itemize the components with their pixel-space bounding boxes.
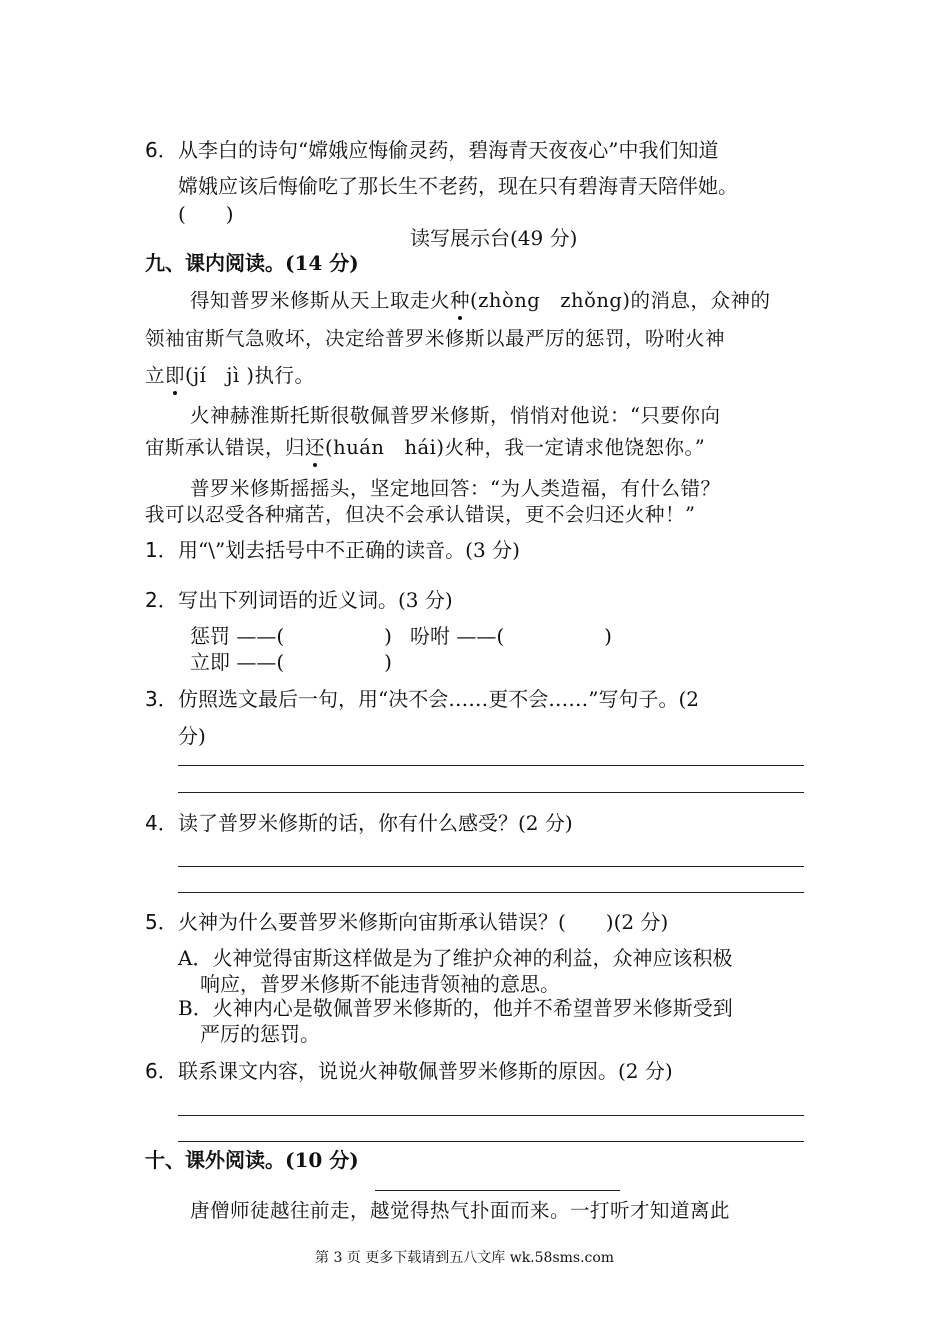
passage-line bbox=[190, 285, 770, 313]
option-b[interactable]: B．火神内心是敬佩普罗米修斯的，他并不希望普罗米修斯受到 bbox=[178, 996, 733, 1020]
passage-text: 宙斯承认错误，归 bbox=[145, 436, 306, 459]
synonym-item: 立即 ——( ) bbox=[190, 650, 392, 674]
passage-line: 领袖宙斯气急败坏，决定给普罗米修斯以最严厉的惩罚，吩咐火神 bbox=[145, 327, 726, 350]
answer-line[interactable] bbox=[178, 866, 804, 867]
passage-line bbox=[145, 432, 705, 460]
question-text: 仿照选文最后一句，用“决不会……更不会……”写句子。(2 bbox=[178, 687, 699, 711]
answer-line[interactable] bbox=[178, 1141, 804, 1142]
answer-line[interactable] bbox=[178, 765, 804, 766]
passage-line bbox=[145, 360, 315, 388]
option-a-cont: 响应，普罗米修斯不能违背领袖的意思。 bbox=[200, 972, 560, 996]
question-text: 从李白的诗句“嫦娥应悔偷灵药，碧海青天夜夜心”中我们知道 bbox=[178, 138, 719, 162]
dotted-char: 还 bbox=[305, 432, 325, 460]
passage-text: (jí jì )执行。 bbox=[185, 364, 315, 387]
question-number: 3． bbox=[145, 687, 178, 711]
answer-paren: ( ) bbox=[178, 202, 234, 226]
passage-text: (zhòng zhǒng)的消息，众神的 bbox=[470, 289, 771, 312]
answer-line[interactable] bbox=[178, 892, 804, 893]
dotted-char: 种 bbox=[450, 285, 470, 313]
option-b-cont: 严厉的惩罚。 bbox=[200, 1022, 320, 1046]
question-number: 4． bbox=[145, 811, 178, 835]
question-number: 2． bbox=[145, 588, 178, 612]
passage-text: 得知普罗米修斯从天上取走火 bbox=[190, 289, 451, 312]
question-text: 联系课文内容，说说火神敬佩普罗米修斯的原因。(2 分) bbox=[178, 1059, 673, 1083]
part-heading: 十、课外阅读。(10 分) bbox=[145, 1148, 359, 1172]
passage-line: 唐僧师徒越往前走，越觉得热气扑面而来。一打听才知道离此 bbox=[190, 1199, 731, 1222]
answer-line[interactable] bbox=[178, 1115, 804, 1116]
passage-text: 立 bbox=[145, 364, 166, 387]
option-a[interactable]: A．火神觉得宙斯这样做是为了维护众神的利益，众神应该积极 bbox=[178, 946, 733, 970]
question-text: 写出下列词语的近义词。(3 分) bbox=[178, 588, 453, 612]
dotted-char: 即 bbox=[165, 360, 185, 388]
question-text: 读了普罗米修斯的话，你有什么感受？(2 分) bbox=[178, 811, 573, 835]
question-number: 1． bbox=[145, 538, 178, 562]
passage-line: 火神赫淮斯托斯很敬佩普罗米修斯，悄悄对他说：“只要你向 bbox=[190, 404, 721, 427]
question-number: 6． bbox=[145, 1059, 178, 1083]
question-number: 6． bbox=[145, 138, 178, 162]
part-heading: 九、课内阅读。(14 分) bbox=[145, 251, 359, 275]
page-footer: 第 3 页 更多下载请到五八文库 wk.58sms.com bbox=[315, 1250, 615, 1266]
passage-text: (huán hái)火种，我一定请求他饶恕你。” bbox=[325, 436, 706, 459]
question-text: 嫦娥应该后悔偷吃了那长生不老药，现在只有碧海青天陪伴她。 bbox=[178, 174, 738, 198]
title-blank-line[interactable] bbox=[375, 1190, 620, 1191]
passage-line: 我可以忍受各种痛苦，但决不会承认错误，更不会归还火种！” bbox=[145, 503, 696, 526]
question-text: 用“\”划去括号中不正确的读音。(3 分) bbox=[178, 538, 520, 562]
answer-line[interactable] bbox=[178, 792, 804, 793]
question-text: 分) bbox=[178, 724, 206, 748]
passage-line: 普罗米修斯摇摇头，坚定地回答：“为人类造福，有什么错？ bbox=[190, 477, 721, 500]
question-text: 火神为什么要普罗米修斯向宙斯承认错误？( )(2 分) bbox=[178, 910, 669, 934]
synonym-item: 惩罚 ——( ) bbox=[190, 624, 392, 648]
section-title: 读写展示台(49 分) bbox=[410, 226, 578, 250]
question-number: 5． bbox=[145, 910, 178, 934]
synonym-item: 吩咐 ——( ) bbox=[410, 624, 612, 648]
